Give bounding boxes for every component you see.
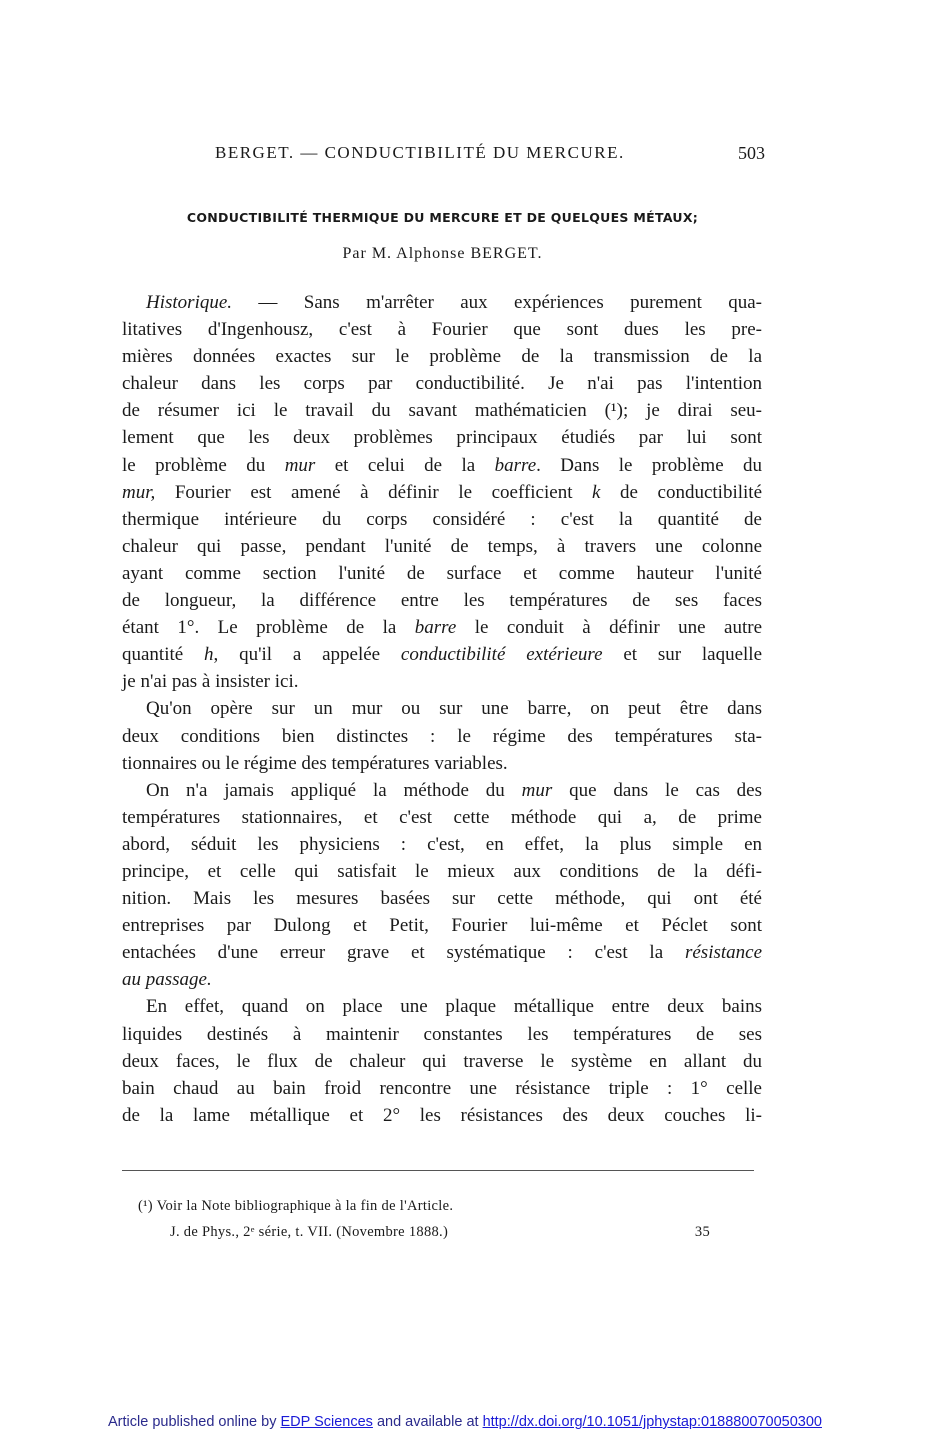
text-line: Qu'on opère sur un mur ou sur une barre, on peut être dans (146, 698, 762, 720)
text-line: nition. Mais les mesures basées sur cette méthode, qui ont été (122, 888, 762, 910)
text-line: deux conditions bien distinctes : le régime des températures sta- (122, 725, 762, 747)
publisher-link[interactable]: EDP Sciences (280, 1414, 373, 1430)
sheet-number: 35 (694, 1224, 710, 1240)
doi-link[interactable]: http://dx.doi.org/10.1051/jphystap:018880070050300 (482, 1414, 822, 1430)
text-line: En effet, quand on place une plaque métallique entre deux bains (146, 996, 762, 1018)
text-line: quantité h, qu'il a appelée conductibilité extérieure et sur laquelle (122, 644, 763, 666)
text-line: abord, séduit les physiciens : c'est, en effet, la plus simple en (122, 833, 762, 855)
text-line: de longueur, la différence entre les températures de ses faces (122, 590, 762, 612)
footnote-divider (122, 1170, 754, 1171)
text-line: ayant comme section l'unité de surface et comme hauteur l'unité (122, 562, 762, 584)
italic-word: Historique. (146, 292, 233, 313)
text-line: principe, et celle qui satisfait le mieux aux conditions de la défi- (122, 860, 762, 882)
running-title: BERGET. — CONDUCTIBILITÉ DU MERCURE. (215, 143, 625, 162)
text-line: mur, Fourier est amené à définir le coefficient k de conductibilité (122, 481, 763, 503)
text-line: étant 1°. Le problème de la barre le conduit à définir une autre (122, 617, 762, 639)
publication-banner (0, 1414, 930, 1430)
text-line: bain chaud au bain froid rencontre une résistance triple : 1° celle (122, 1077, 762, 1099)
text-line: entreprises par Dulong et Petit, Fourier lui-même et Péclet sont (122, 915, 762, 937)
text-line: températures stationnaires, et c'est cette méthode qui a, de prime (122, 806, 762, 828)
journal-reference: J. de Phys., 2ᵉ série, t. VII. (Novembre 1888.) (170, 1224, 449, 1240)
text-line: liquides destinés à maintenir constantes les températures de ses (122, 1023, 762, 1045)
banner-middle: and available at (376, 1414, 479, 1430)
page-number: 503 (738, 143, 765, 163)
text-line: Historique. — Sans m'arrêter aux expériences purement qua- (146, 292, 763, 313)
text-line: de résumer ici le travail du savant mathématicien (¹); je dirai seu- (122, 400, 762, 422)
running-head (120, 143, 765, 165)
article-body (122, 289, 762, 1129)
text-line: lement que les deux problèmes principaux étudiés par lui sont (122, 427, 762, 449)
text-line: tionnaires ou le régime des températures variables. (122, 752, 508, 774)
text-line: litatives d'Ingenhousz, c'est à Fourier que sont dues les pre- (122, 319, 762, 341)
byline: Par M. Alphonse BERGET. (342, 245, 543, 262)
text-line: deux faces, le flux de chaleur qui traverse le système en allant du (122, 1050, 762, 1072)
banner-prefix: Article published online by (108, 1414, 277, 1430)
text-line: thermique intérieure du corps considéré : c'est la quantité de (122, 508, 762, 530)
text-line: entachées d'une erreur grave et systématique : c'est la résistance (122, 942, 763, 964)
text-line: je n'ai pas à insister ici. (122, 671, 299, 693)
journal-citation (170, 1224, 710, 1241)
text-line: au passage. (122, 969, 212, 991)
text-line: le problème du mur et celui de la barre. Dans le problème du (122, 454, 763, 476)
footnote: (¹) Voir la Note bibliographique à la fin de l'Article. (138, 1198, 454, 1214)
text-line: mières données exactes sur le problème de la transmission de la (122, 346, 762, 368)
text-line: On n'a jamais appliqué la méthode du mur que dans le cas des (146, 779, 763, 801)
text-line: chaleur qui passe, pendant l'unité de temps, à travers une colonne (122, 535, 762, 557)
article-title: CONDUCTIBILITÉ THERMIQUE DU MERCURE ET DE QUELQUES MÉTAUX; (186, 210, 699, 225)
text-line: chaleur dans les corps par conductibilité. Je n'ai pas l'intention (122, 373, 762, 395)
text-line: de la lame métallique et 2° les résistances des deux couches li- (122, 1104, 762, 1126)
